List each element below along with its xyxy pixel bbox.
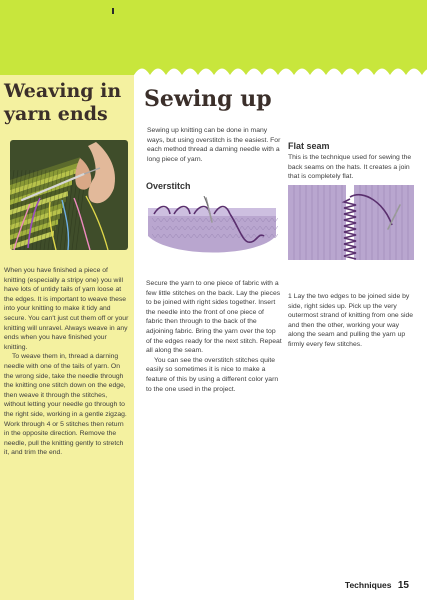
sidebar-paragraph-1: When you have finished a piece of knitting (especially a stripy one) you will have lots of untidy tails of yarn loose at the edges. It is important to weave these into your knitting to make it tidy and secure. You can't just cut them off or your knitting will unravel. Always weave in any ends when you have finished your knitting. (4, 267, 129, 351)
page-number: 15 (397, 580, 409, 591)
sidebar-body (4, 266, 130, 458)
flat-seam-heading: Flat seam (288, 141, 330, 151)
page-footer (345, 580, 409, 591)
footer-section: Techniques (344, 580, 392, 590)
weaving-photo (10, 140, 128, 250)
overstitch-illustration (146, 196, 278, 262)
flat-seam-illustration (288, 185, 414, 260)
sewing-intro (147, 126, 283, 164)
overstitch-heading: Overstitch (146, 181, 191, 191)
flat-seam-intro (288, 153, 418, 182)
sewing-intro-text: Sewing up knitting can be done in many ways, but using overstitch is the easiest. For each method thread a darning needle with a long piece of yarn. (147, 127, 281, 163)
flat-seam-step-1: 1 Lay the two edges to be joined side by side, right sides up. Pick up the very outermost strand of knitting from one side and then the other, working your way along the seam and pulling the yarn up firmly every few stitches. (288, 293, 414, 348)
sidebar-title: Weaving in yarn ends (4, 80, 122, 125)
sewing-title: Sewing up (144, 86, 272, 112)
overstitch-body (146, 279, 282, 394)
flat-seam-step (288, 292, 416, 350)
overstitch-paragraph-1: Secure the yarn to one piece of fabric with a few little stitches on the back. Lay the pieces to be joined with right sides together. Insert the needle into the front of one piece of fabric then through to the back of the adjoining fabric. Bring the yarn over the top of the edges ready for the next stitch. Repeat all along the seam. (146, 280, 282, 355)
sidebar-paragraph-2: To weave them in, thread a darning needle with one of the tails of yarn. On the wrong side, take the needle through the knitting one stitch down on the edge, then weave it through the stitches, without letting your needle go through to the right side, working in a gentle zigzag. Work through 4 or 5 stitches then return in the opposite direction. Remove the needle, pull the knitting gently to stretch it, and trim the end. (4, 353, 127, 457)
flat-seam-intro-text: This is the technique used for sewing the back seams on the hats. It creates a join that is completely flat. (288, 154, 412, 181)
overstitch-paragraph-2: You can see the overstitch stitches quite easily so sometimes it is nice to make a feature of this by using a different color yarn to the one used in the project. (146, 356, 279, 393)
corner-mark (112, 8, 114, 14)
